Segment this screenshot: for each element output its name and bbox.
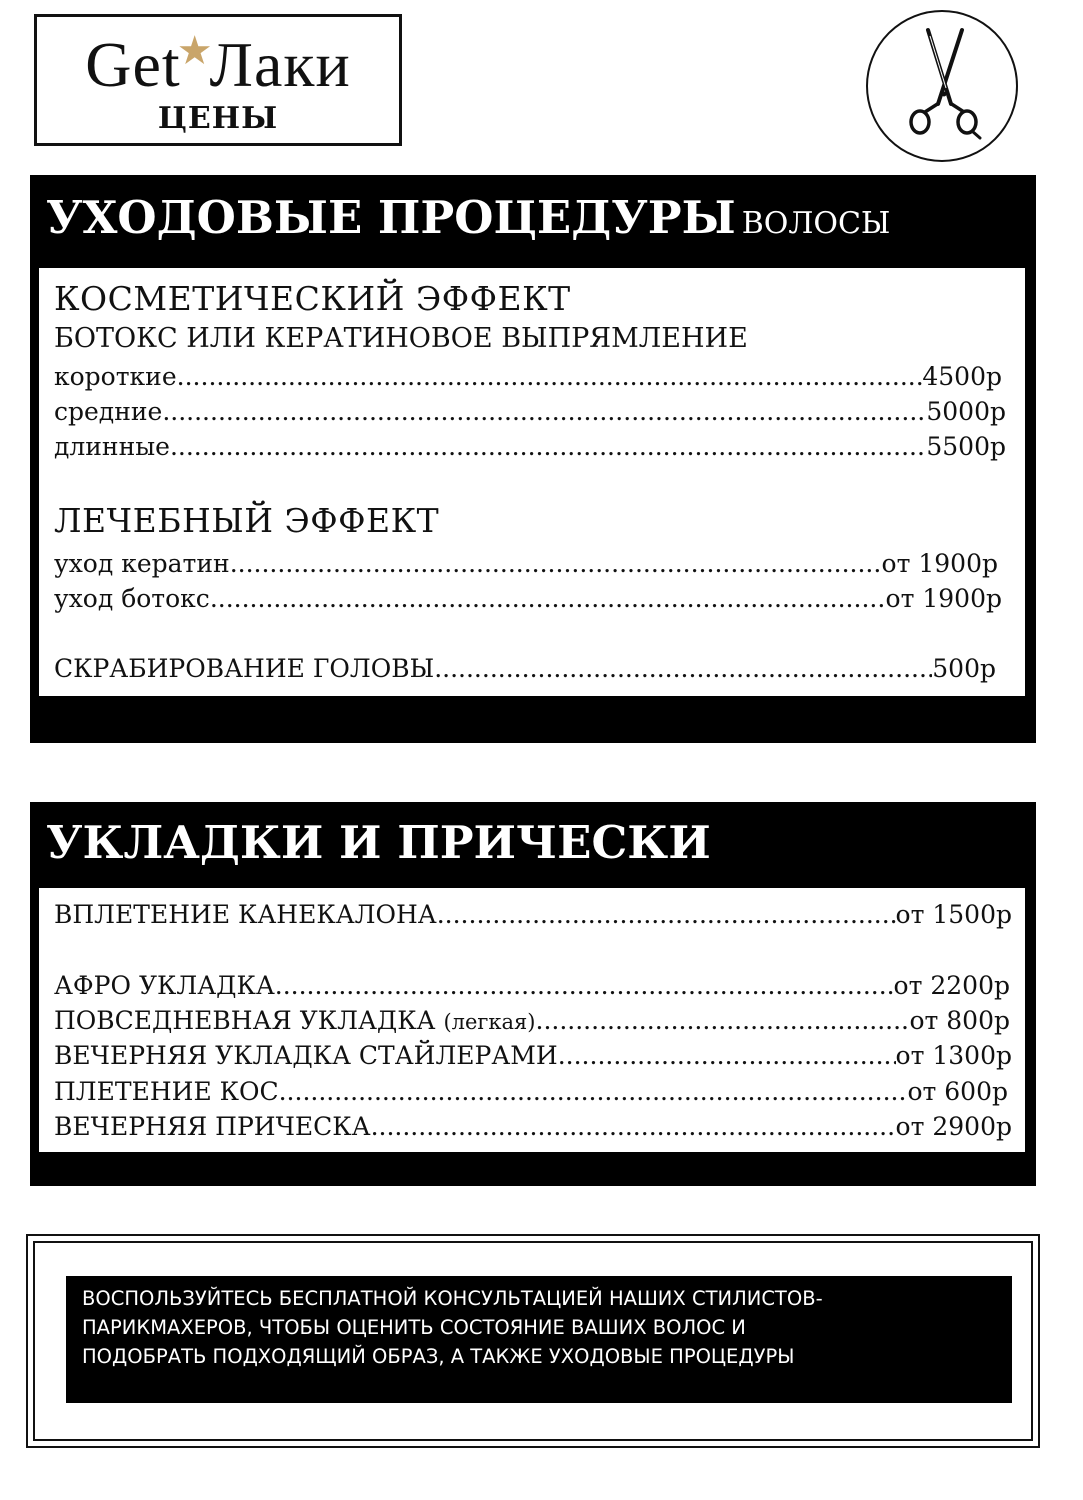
service-name — [54, 1004, 536, 1039]
service-name: ВПЛЕТЕНИЕ КАНЕКАЛОНА — [54, 900, 437, 929]
service-name: уход кератин — [54, 549, 230, 578]
section-title: УКЛАДКИ И ПРИЧЕСКИ — [46, 816, 711, 869]
service-price: от 2900р — [895, 1112, 1012, 1141]
group-subtitle-botox: БОТОКС ИЛИ КЕРАТИНОВОЕ ВЫПРЯМЛЕНИЕ — [54, 323, 748, 354]
price-row — [54, 547, 998, 581]
section-hair-care — [30, 175, 1036, 743]
service-price: 4500р — [922, 362, 1002, 391]
leader-dots — [437, 898, 896, 932]
leader-dots — [210, 582, 886, 616]
note-line: ПАРИКМАХЕРОВ, ЧТОБЫ ОЦЕНИТЬ СОСТОЯНИЕ ВАШИХ ВОЛОС И — [82, 1316, 746, 1339]
service-name: длинные — [54, 432, 170, 461]
consultation-note-text — [82, 1284, 1002, 1371]
logo-word-laki: Лаки — [209, 29, 351, 100]
leader-dots — [275, 969, 894, 1003]
service-name-main: ПОВСЕДНЕВНАЯ УКЛАДКА — [54, 1006, 436, 1035]
leader-dots — [177, 360, 923, 394]
note-line: ПОДОБРАТЬ ПОДХОДЯЩИЙ ОБРАЗ, А ТАКЖЕ УХОДОВЫЕ ПРОЦЕДУРЫ — [82, 1345, 795, 1368]
section-styling — [30, 802, 1036, 1186]
price-row — [54, 1075, 1008, 1109]
price-row — [54, 582, 1002, 616]
price-row — [54, 1004, 1010, 1039]
service-price: от 1900р — [881, 549, 998, 578]
group-title-healing: ЛЕЧЕБНЫЙ ЭФФЕКТ — [54, 501, 440, 540]
leader-dots — [371, 1110, 896, 1144]
leader-dots — [162, 395, 926, 429]
service-name-note: (легкая) — [443, 1010, 536, 1034]
note-line: ВОСПОЛЬЗУЙТЕСЬ БЕСПЛАТНОЙ КОНСУЛЬТАЦИЕЙ НАШИХ СТИЛИСТОВ- — [82, 1287, 823, 1310]
scissors-badge — [866, 10, 1018, 162]
service-price: от 800р — [909, 1006, 1010, 1035]
service-name: ВЕЧЕРНЯЯ УКЛАДКА СТАЙЛЕРАМИ — [54, 1041, 558, 1070]
service-name: уход ботокс — [54, 584, 210, 613]
service-price: от 1900р — [885, 584, 1002, 613]
section-title — [46, 191, 890, 244]
group-title-cosmetic: КОСМЕТИЧЕСКИЙ ЭФФЕКТ — [54, 279, 571, 318]
service-name: ВЕЧЕРНЯЯ ПРИЧЕСКА — [54, 1112, 371, 1141]
price-row — [54, 652, 996, 686]
service-name: СКРАБИРОВАНИЕ ГОЛОВЫ — [54, 654, 435, 683]
service-price: от 1300р — [895, 1041, 1012, 1070]
price-list-panel — [39, 268, 1025, 696]
price-row — [54, 1039, 1012, 1073]
logo — [37, 28, 399, 100]
leader-dots — [536, 1004, 910, 1038]
leader-dots — [170, 430, 926, 464]
service-price: 5000р — [926, 397, 1006, 426]
leader-dots — [558, 1039, 896, 1073]
service-name: АФРО УКЛАДКА — [54, 971, 275, 1000]
consultation-note — [66, 1276, 1012, 1403]
scissors-icon — [868, 12, 1020, 164]
leader-dots — [230, 547, 882, 581]
service-price: 5500р — [926, 432, 1006, 461]
price-row — [54, 430, 1006, 464]
logo-subtitle: ЦЕНЫ — [157, 101, 279, 136]
price-list-panel — [39, 888, 1025, 1152]
star-icon: ★ — [176, 28, 214, 73]
service-price: от 600р — [907, 1077, 1008, 1106]
logo-box — [34, 14, 402, 146]
leader-dots — [434, 652, 932, 686]
service-name: короткие — [54, 362, 177, 391]
price-row — [54, 395, 1006, 429]
section-title-sub: ВОЛОСЫ — [741, 206, 891, 241]
service-name: ПЛЕТЕНИЕ КОС — [54, 1077, 279, 1106]
price-row — [54, 969, 1010, 1003]
service-price: от 1500р — [895, 900, 1012, 929]
service-price: от 2200р — [893, 971, 1010, 1000]
price-row — [54, 898, 1012, 932]
logo-word-get: Get — [85, 29, 181, 100]
price-row — [54, 1110, 1012, 1144]
service-price: 500р — [932, 654, 996, 683]
section-title-main: УХОДОВЫЕ ПРОЦЕДУРЫ — [46, 191, 736, 244]
price-row — [54, 360, 1002, 394]
leader-dots — [279, 1075, 908, 1109]
service-name: средние — [54, 397, 163, 426]
